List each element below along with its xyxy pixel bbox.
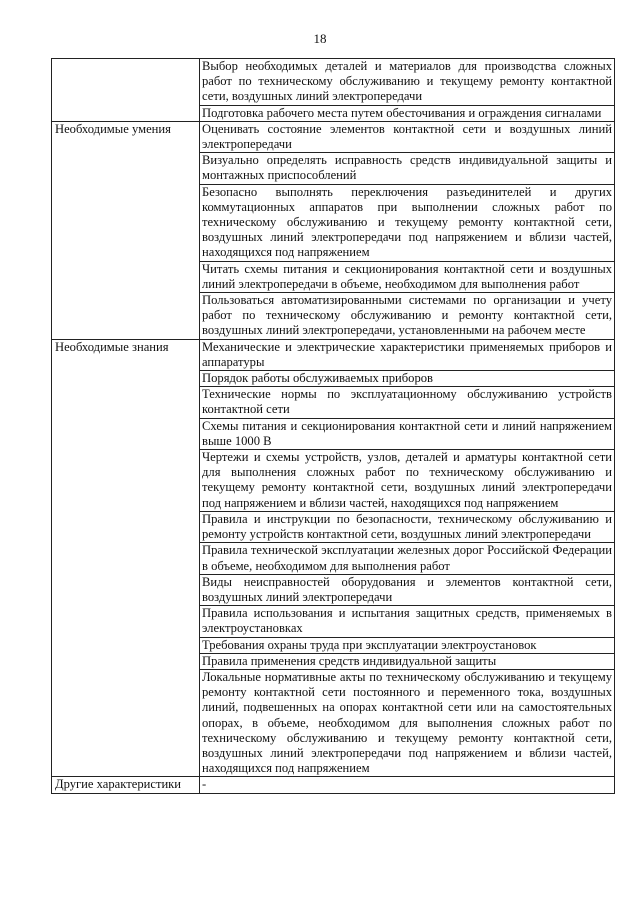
table-cell: Технические нормы по эксплуатационному обслуживанию устройств контактной сети xyxy=(200,387,615,418)
table-cell: Правила использования и испытания защитных средств, применяемых в электроустановках xyxy=(200,606,615,637)
section-label: Необходимые умения xyxy=(52,121,200,339)
table-cell: Порядок работы обслуживаемых приборов xyxy=(200,371,615,387)
table-row xyxy=(52,59,615,106)
table-cell: Схемы питания и секционирования контактной сети и линий напряжением выше 1000 В xyxy=(200,418,615,449)
requirements-table xyxy=(51,58,615,794)
table-cell: Подготовка рабочего места путем обесточивания и ограждения сигналами xyxy=(200,105,615,121)
table-row xyxy=(52,777,615,793)
table-cell: Правила технической эксплуатации железных дорог Российской Федерации в объеме, необходимом для выполнения работ xyxy=(200,543,615,574)
table-cell: Оценивать состояние элементов контактной сети и воздушных линий электропередачи xyxy=(200,121,615,152)
table-cell: Локальные нормативные акты по техническому обслуживанию и текущему ремонту контактной сети постоянного и переменного тока, воздушных линий, подвешенных на опорах контактной сети или на самостоятельных опорах, в объеме, необходимом для выполнения сложных работ по техническому обслуживанию и текущему ремонту контактной сети, воздушных линий электропередачи под напряжением и вблизи частей, находящихся под напряжением xyxy=(200,669,615,776)
table-row xyxy=(52,339,615,370)
table-cell: Безопасно выполнять переключения разъединителей и других коммутационных аппаратов при выполнении сложных работ по техническому обслуживанию и текущему ремонту контактной сети, воздушных линий электропередачи под напряжением и вблизи частей, находящихся под напряжением xyxy=(200,184,615,261)
table-cell: Требования охраны труда при эксплуатации электроустановок xyxy=(200,637,615,653)
section-label xyxy=(52,59,200,122)
table-cell: Правила и инструкции по безопасности, техническому обслуживанию и ремонту устройств контактной сети, воздушных линий электропередачи xyxy=(200,511,615,542)
table-cell: Механические и электрические характеристики применяемых приборов и аппаратуры xyxy=(200,339,615,370)
section-label: Другие характеристики xyxy=(52,777,200,793)
table-cell: Выбор необходимых деталей и материалов для производства сложных работ по техническому обслуживанию и текущему ремонту контактной сети, воздушных линий электропередачи xyxy=(200,59,615,106)
section-label: Необходимые знания xyxy=(52,339,200,777)
page-number: 18 xyxy=(313,31,327,46)
table-cell: Визуально определять исправность средств индивидуальной защиты и монтажных приспособлений xyxy=(200,153,615,184)
table-cell: Виды неисправностей оборудования и элементов контактной сети, воздушных линий электропередачи xyxy=(200,574,615,605)
table-cell: Читать схемы питания и секционирования контактной сети и воздушных линий электропередачи в объеме, необходимом для выполнения работ xyxy=(200,261,615,292)
table-cell: Чертежи и схемы устройств, узлов, деталей и арматуры контактной сети для выполнения сложных работ по техническому обслуживанию и текущему ремонту контактной сети, воздушных линий электропередачи под напряжением и вблизи частей, находящихся под напряжением xyxy=(200,450,615,512)
table-row xyxy=(52,121,615,152)
table-cell: Правила применения средств индивидуальной защиты xyxy=(200,653,615,669)
table-cell: Пользоваться автоматизированными системами по организации и учету работ по техническому обслуживанию и ремонту контактной сети, воздушных линий электропередачи, установленными на рабочем месте xyxy=(200,293,615,340)
table-cell: - xyxy=(200,777,615,793)
